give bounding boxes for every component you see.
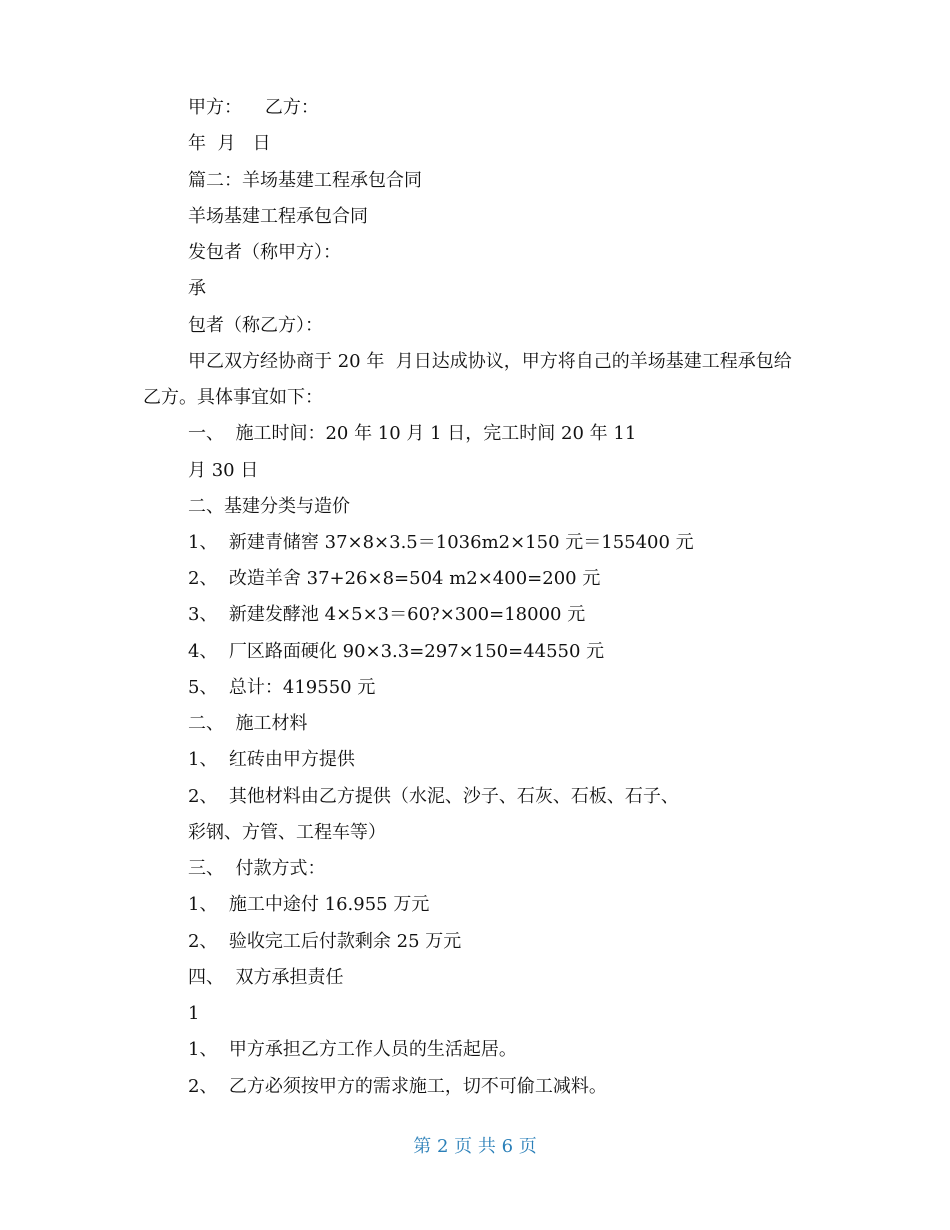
page-number-footer: 第 2 页 共 6 页 <box>413 1136 537 1157</box>
text-line: 二、基建分类与造价 <box>188 496 350 517</box>
text-line: 乙方。具体事宜如下： <box>143 387 323 408</box>
text-line: 2、 其他材料由乙方提供（水泥、沙子、石灰、石板、石子、 <box>188 786 679 807</box>
text-line: 年 月 日 <box>188 133 271 154</box>
text-line: 二、 施工材料 <box>188 713 308 734</box>
text-line: 1、 新建青储窖 37×8×3.5＝1036m2×150 元＝155400 元 <box>188 532 694 553</box>
text-line: 2、 验收完工后付款剩余 25 万元 <box>188 931 462 952</box>
text-line: 承 <box>188 278 206 299</box>
text-line: 彩钢、方管、工程车等） <box>188 822 386 843</box>
text-line: 包者（称乙方）： <box>188 315 323 336</box>
text-line: 甲方： 乙方： <box>188 97 319 118</box>
text-line: 1、 施工中途付 16.955 万元 <box>188 894 430 915</box>
text-line: 2、 乙方必须按甲方的需求施工，切不可偷工减料。 <box>188 1076 607 1097</box>
text-line: 甲乙双方经协商于 20 年 月日达成协议，甲方将自己的羊场基建工程承包给 <box>188 351 792 372</box>
text-line: 月 30 日 <box>188 460 259 481</box>
text-line: 发包者（称甲方）： <box>188 242 341 263</box>
text-line: 2、 改造羊舍 37+26×8=504 m2×400=200 元 <box>188 568 601 589</box>
text-line: 1、 甲方承担乙方工作人员的生活起居。 <box>188 1039 517 1060</box>
text-line: 三、 付款方式： <box>188 858 326 879</box>
text-line: 四、 双方承担责任 <box>188 967 344 988</box>
contract-title: 羊场基建工程承包合同 <box>188 206 368 227</box>
text-line: 4、 厂区路面硬化 90×3.3=297×150=44550 元 <box>188 641 605 662</box>
text-line: 1 <box>188 1003 200 1024</box>
text-line: 5、 总计：419550 元 <box>188 677 376 698</box>
text-line: 1、 红砖由甲方提供 <box>188 749 355 770</box>
section-heading: 篇二：羊场基建工程承包合同 <box>188 170 422 191</box>
text-line: 一、 施工时间：20 年 10 月 1 日，完工时间 20 年 11 <box>188 423 637 444</box>
text-line: 3、 新建发酵池 4×5×3＝60?×300=18000 元 <box>188 604 586 625</box>
